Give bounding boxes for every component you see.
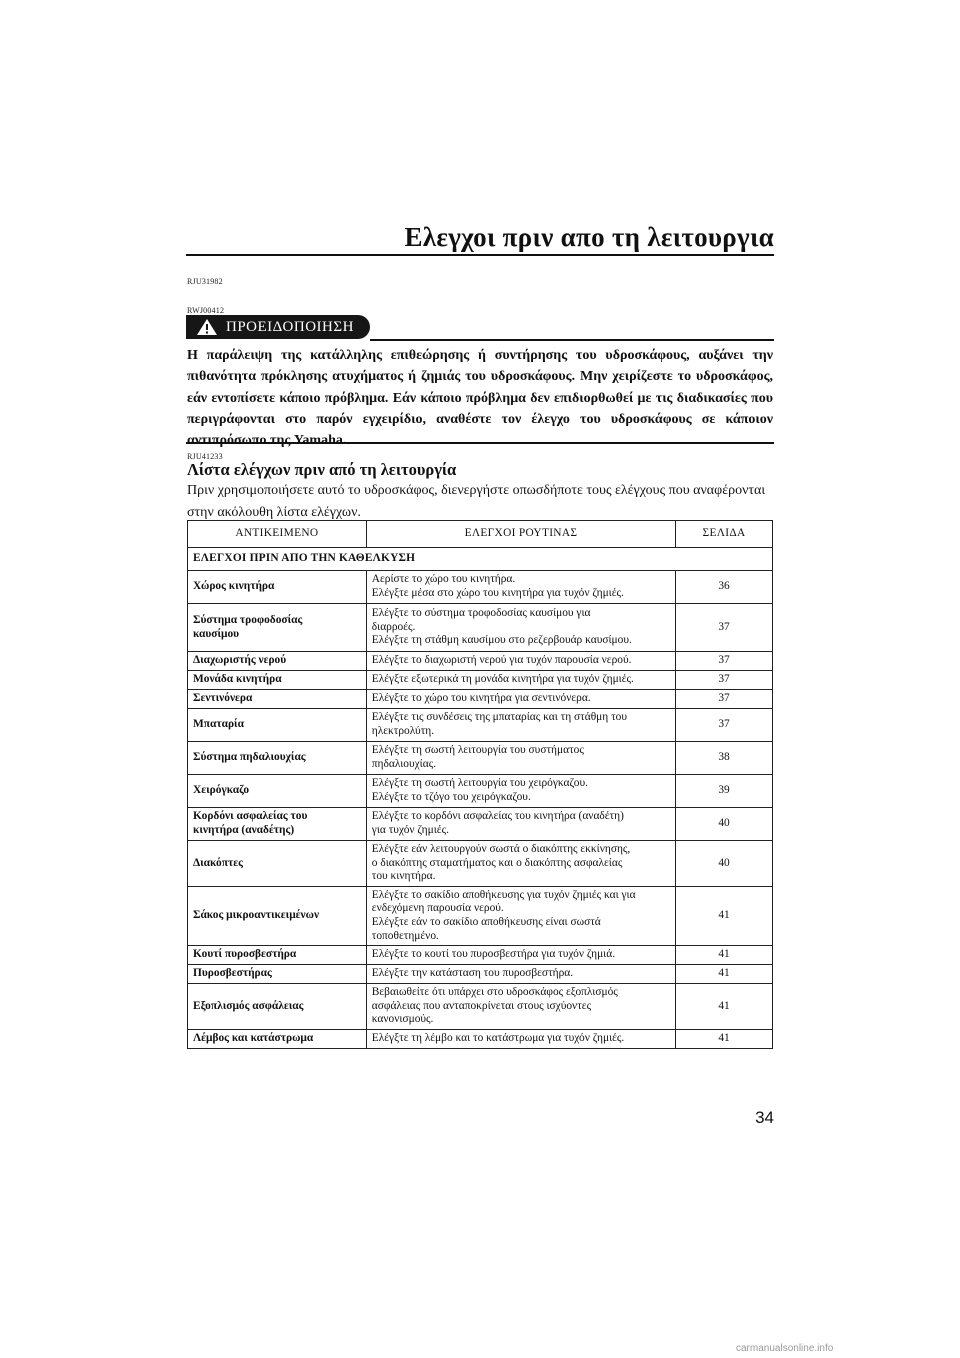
- row-check: Ελέγξτε το κορδόνι ασφαλείας του κινητήρα (αναδέτη) για τυχόν ζημιές.: [366, 808, 675, 841]
- row-check: Ελέγξτε εάν λειτουργούν σωστά ο διακόπτης εκκίνησης, ο διακόπτης σταματήματος και ο διακόπτης ασφαλείας του κινητήρα.: [366, 841, 675, 887]
- row-item: Μονάδα κινητήρα: [188, 671, 367, 690]
- table-row: [188, 965, 773, 984]
- row-check: Ελέγξτε εξωτερικά τη μονάδα κινητήρα για τυχόν ζημιές.: [366, 671, 675, 690]
- row-page: 38: [676, 742, 773, 775]
- header-item: ΑΝΤΙΚΕΙΜΕΝΟ: [188, 521, 367, 548]
- row-item: Σύστημα πηδαλιουχίας: [188, 742, 367, 775]
- footer-watermark: carmanualsonline.info: [736, 1343, 834, 1354]
- row-check: Ελέγξτε το σύστημα τροφοδοσίας καυσίμου για διαρροές. Ελέγξτε τη στάθμη καυσίμου στο ρεζερβουάρ καυσίμου.: [366, 604, 675, 652]
- row-item: Λέμβος και κατάστρωμα: [188, 1029, 367, 1048]
- table-row: [188, 690, 773, 709]
- row-page: 41: [676, 886, 773, 945]
- section-title: Λίστα ελέγχων πριν από τη λειτουργία: [187, 460, 457, 479]
- table-row: [188, 1029, 773, 1048]
- row-check: Ελέγξτε τη λέμβο και το κατάστρωμα για τυχόν ζημιές.: [366, 1029, 675, 1048]
- section-row-label: ΕΛΕΓΧΟΙ ΠΡΙΝ ΑΠΟ ΤΗΝ ΚΑΘΕΛΚΥΣΗ: [188, 548, 773, 571]
- row-check: Ελέγξτε το σακίδιο αποθήκευσης για τυχόν ζημιές και για ενδεχόμενη παρουσία νερού. Ελέγξτε εάν το σακίδιο αποθήκευσης είναι σωστά τοποθετημένο.: [366, 886, 675, 945]
- row-page: 37: [676, 671, 773, 690]
- warning-rule: [370, 339, 774, 341]
- row-page: 41: [676, 984, 773, 1030]
- warning-label: ΠΡΟΕΙΔΟΠΟΙΗΣΗ: [226, 319, 354, 335]
- row-item: Χώρος κινητήρα: [188, 571, 367, 604]
- row-item: Εξοπλισμός ασφάλειας: [188, 984, 367, 1030]
- row-check: Ελέγξτε τις συνδέσεις της μπαταρίας και τη στάθμη του ηλεκτρολύτη.: [366, 709, 675, 742]
- row-check: Ελέγξτε τη σωστή λειτουργία του χειρόγκαζου. Ελέγξτε το τζόγο του χειρόγκαζου.: [366, 775, 675, 808]
- table-header-row: [188, 521, 773, 548]
- warning-bottom-rule: [186, 442, 774, 444]
- table-row: [188, 652, 773, 671]
- row-page: 36: [676, 571, 773, 604]
- header-check: ΕΛΕΓΧΟΙ ΡΟΥΤΙΝΑΣ: [366, 521, 675, 548]
- table-row: [188, 742, 773, 775]
- row-page: 37: [676, 604, 773, 652]
- table-row: [188, 709, 773, 742]
- table-row: [188, 604, 773, 652]
- row-check: Ελέγξτε το κουτί του πυροσβεστήρα για τυχόν ζημιά.: [366, 946, 675, 965]
- warning-code: RWJ00412: [187, 306, 225, 315]
- row-page: 41: [676, 965, 773, 984]
- row-item: Κορδόνι ασφαλείας του κινητήρα (αναδέτης): [188, 808, 367, 841]
- row-item: Πυροσβεστήρας: [188, 965, 367, 984]
- row-page: 40: [676, 841, 773, 887]
- section-intro: Πριν χρησιμοποιήσετε αυτό το υδροσκάφος, διενεργήστε οπωσδήποτε τους ελέγχους που αναφέρονται στην ακόλουθη λίστα ελέγχων.: [187, 483, 766, 520]
- row-check: Βεβαιωθείτε ότι υπάρχει στο υδροσκάφος εξοπλισμός ασφάλειας που ανταποκρίνεται στους ισχύοντες κανονισμούς.: [366, 984, 675, 1030]
- row-check: Αερίστε το χώρο του κινητήρα. Ελέγξτε μέσα στο χώρο του κινητήρα για τυχόν ζημιές.: [366, 571, 675, 604]
- row-page: 37: [676, 690, 773, 709]
- table-row: [188, 775, 773, 808]
- table-row: [188, 946, 773, 965]
- table-row: [188, 841, 773, 887]
- row-item: Διακόπτες: [188, 841, 367, 887]
- table-row: [188, 671, 773, 690]
- checklist-table: [187, 520, 773, 1049]
- row-page: 39: [676, 775, 773, 808]
- warning-text: Η παράλειψη της κατάλληλης επιθεώρησης ή συντήρησης του υδροσκάφους, αυξάνει την πιθανότητα πρόκλησης ατυχήματος ή ζημιάς του υδροσκάφους. Μην χειρίζεστε το υδροσκάφος, εάν εντοπίσετε κάποιο πρόβλημα. Εάν κάποιο πρόβλημα δεν επιδιορθωθεί με τις διαδικασίες που περιγράφονται στο παρόν εγχειρίδιο, αναθέστε τον έλεγχο του υδροσκάφους σε κάποιον αντιπρόσωπο της Yamaha.: [187, 348, 773, 449]
- row-check: Ελέγξτε τη σωστή λειτουργία του συστήματος πηδαλιουχίας.: [366, 742, 675, 775]
- row-page: 37: [676, 652, 773, 671]
- checklist-code: RJU41233: [187, 452, 223, 461]
- row-check: Ελέγξτε το διαχωριστή νερού για τυχόν παρουσία νερού.: [366, 652, 675, 671]
- row-page: 40: [676, 808, 773, 841]
- table-row: [188, 571, 773, 604]
- page-number: 34: [755, 1108, 774, 1127]
- row-item: Χειρόγκαζο: [188, 775, 367, 808]
- table-row: [188, 886, 773, 945]
- warning-header: [186, 315, 774, 341]
- row-item: Σεντινόνερα: [188, 690, 367, 709]
- table-row: [188, 984, 773, 1030]
- row-check: Ελέγξτε την κατάσταση του πυροσβεστήρα.: [366, 965, 675, 984]
- row-check: Ελέγξτε το χώρο του κινητήρα για σεντινόνερα.: [366, 690, 675, 709]
- warning-badge: [186, 315, 370, 339]
- row-page: 41: [676, 946, 773, 965]
- row-page: 37: [676, 709, 773, 742]
- page-title: Ελεγχοι πριν απο τη λειτουργια: [404, 222, 774, 252]
- warning-triangle-icon: [196, 318, 218, 336]
- row-item: Κουτί πυροσβεστήρα: [188, 946, 367, 965]
- table-row: [188, 808, 773, 841]
- row-item: Σάκος μικροαντικειμένων: [188, 886, 367, 945]
- section-code: RJU31982: [187, 277, 223, 286]
- title-rule: [186, 254, 774, 256]
- header-page: ΣΕΛΙΔΑ: [676, 521, 773, 548]
- row-item: Διαχωριστής νερού: [188, 652, 367, 671]
- table-section-row: [188, 548, 773, 571]
- row-item: Σύστημα τροφοδοσίας καυσίμου: [188, 604, 367, 652]
- row-item: Μπαταρία: [188, 709, 367, 742]
- row-page: 41: [676, 1029, 773, 1048]
